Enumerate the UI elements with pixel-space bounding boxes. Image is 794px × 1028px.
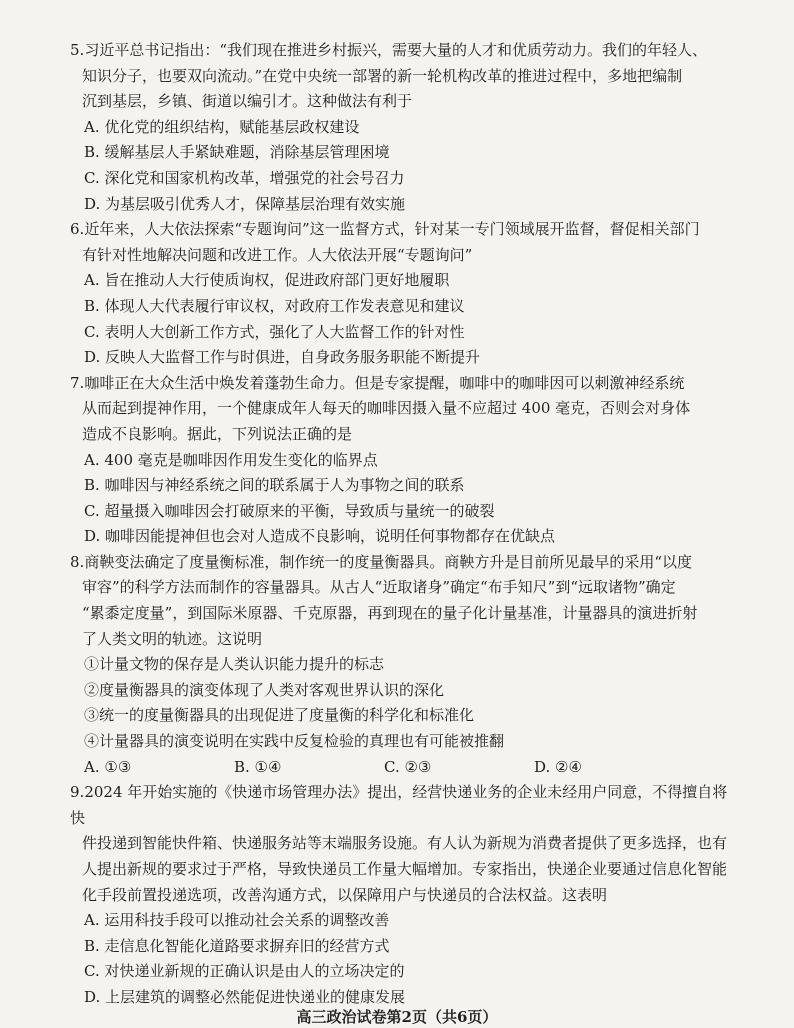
option-d: D. 为基层吸引优秀人才，保障基层治理有效实施 [84,194,406,213]
exam-page [70,38,730,1011]
question-6-stem-line: 6.近年来，人大依法探索“专题询问”这一监督方式，针对某一专门领域展开监督，督促相关部门 [70,220,700,239]
question-8-stem-line: 8.商鞅变法确定了度量衡标准，制作统一的度量衡器具。商鞅方升是目前所见最早的采用“以度 [70,552,692,571]
question-7 [70,371,730,550]
question-9-stem-line: 件投递到智能快件箱、快递服务站等末端服务设施。有人认为新规为消费者提供了更多选择，也有 [82,834,728,853]
option-a: A. 运用科技手段可以推动社会关系的调整改善 [84,911,390,930]
choice-c: C. ②③ [384,757,432,776]
option-c: C. 表明人大创新工作方式，强化了人大监督工作的针对性 [84,322,465,341]
option-a: A. 优化党的组织结构，赋能基层政权建设 [84,117,360,136]
question-7-stem-line: 从而起到提神作用，一个健康成年人每天的咖啡因摄入量不应超过 400 毫克，否则会对身体 [82,399,691,418]
question-5-stem-line: 知识分子，也要双向流动。”在党中央统一部署的新一轮机构改革的推进过程中，多地把编制 [82,66,683,85]
question-9 [70,780,730,1010]
option-a: A. 旨在推动人大行使质询权，促进政府部门更好地履职 [84,271,450,290]
question-8-stem-line: “累黍定度量”，到国际米原器、千克原器，再到现在的量子化计量基准，计量器具的演进折射 [82,604,698,623]
option-b: B. 缓解基层人手紧缺难题，消除基层管理困境 [84,143,390,162]
question-5-stem-line: 沉到基层，乡镇、街道以编引才。这种做法有利于 [82,92,413,111]
question-8-stem-line: 了人类文明的轨迹。这说明 [82,629,263,648]
statement-4: ④计量器具的演变说明在实践中反复检验的真理也有可能被推翻 [84,732,505,751]
statement-1: ①计量文物的保存是人类认识能力提升的标志 [84,655,385,674]
question-6-stem-line: 有针对性地解决问题和改进工作。人大依法开展“专题询问” [82,245,473,264]
question-8 [70,550,730,780]
question-6 [70,217,730,371]
option-b: B. 走信息化智能化道路要求摒弃旧的经营方式 [84,936,390,955]
statement-2: ②度量衡器具的演变体现了人类对客观世界认识的深化 [84,680,445,699]
option-b: B. 体现人大代表履行审议权，对政府工作发表意见和建议 [84,296,465,315]
option-c: C. 对快递业新规的正确认识是由人的立场决定的 [84,962,405,981]
question-9-stem-line: 人提出新规的要求过于严格，导致快递员工作量大幅增加。专家指出，快递企业要通过信息化智能 [82,860,728,878]
option-b: B. 咖啡因与神经系统之间的联系属于人为事物之间的联系 [84,476,465,495]
option-a: A. 400 毫克是咖啡因作用发生变化的临界点 [84,450,378,469]
page-footer: 高三政治试卷第2页（共6页） [296,1008,498,1026]
question-5-stem-line: 5.习近平总书记指出：“我们现在推进乡村振兴，需要大量的人才和优质劳动力。我们的年轻人、 [70,41,707,59]
question-9-stem-line: 9.2024 年开始实施的《快递市场管理办法》提出，经营快递业务的企业未经用户同意，不得擅自将快 [70,783,728,827]
choice-d: D. ②④ [534,757,582,776]
choice-b: B. ①④ [234,757,282,776]
option-d: D. 上层建筑的调整必然能促进快递业的健康发展 [84,987,406,1006]
question-7-stem-line: 7.咖啡正在大众生活中焕发着蓬勃生命力。但是专家提醒，咖啡中的咖啡因可以刺激神经系统 [70,373,685,392]
choice-row [70,755,730,781]
option-c: C. 超量摄入咖啡因会打破原来的平衡，导致质与量统一的破裂 [84,501,495,520]
option-d: D. 反映人大监督工作与时俱进，自身政务服务职能不断提升 [84,348,481,367]
question-9-stem-line: 化手段前置投递选项，改善沟通方式，以保障用户与快递员的合法权益。这表明 [82,885,608,904]
statement-3: ③统一的度量衡器具的出现促进了度量衡的科学化和标准化 [84,706,475,725]
question-5 [70,38,730,217]
option-d: D. 咖啡因能提神但也会对人造成不良影响，说明任何事物都存在优缺点 [84,527,556,546]
question-7-stem-line: 造成不良影响。据此，下列说法正确的是 [82,424,353,443]
question-8-stem-line: 审容”的科学方法而制作的容量器具。从古人“近取诸身”确定“布手知尺”到“远取诸物”确定 [82,578,676,597]
option-c: C. 深化党和国家机构改革，增强党的社会号召力 [84,168,405,187]
choice-a: A. ①③ [84,757,132,776]
